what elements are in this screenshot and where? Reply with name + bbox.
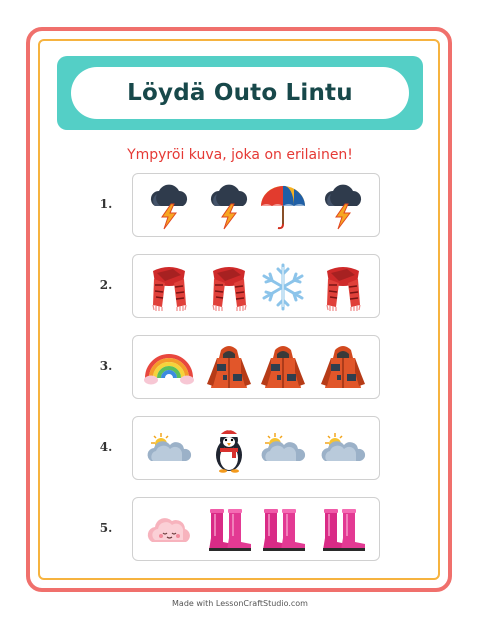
- title-pill: [71, 67, 409, 119]
- partly-cloudy-icon[interactable]: [257, 423, 309, 475]
- raincoat-icon[interactable]: [257, 342, 309, 394]
- puzzle-row-3: [132, 335, 380, 399]
- scarf-icon[interactable]: [203, 261, 255, 313]
- row-number: 3.: [99, 359, 113, 373]
- pink-cloud-icon[interactable]: [143, 504, 195, 556]
- rain-boots-icon[interactable]: [203, 504, 255, 556]
- row-number: 1.: [99, 197, 113, 211]
- instruction-text: Ympyröi kuva, joka on erilainen!: [127, 147, 353, 163]
- puzzle-row-4: [132, 416, 380, 480]
- storm-cloud-icon[interactable]: [317, 180, 369, 232]
- row-number: 4.: [99, 440, 113, 454]
- scarf-icon[interactable]: [143, 261, 195, 313]
- snowflake-icon[interactable]: [257, 261, 309, 313]
- rain-boots-icon[interactable]: [317, 504, 369, 556]
- raincoat-icon[interactable]: [203, 342, 255, 394]
- puzzle-row-2: [132, 254, 380, 318]
- raincoat-icon[interactable]: [317, 342, 369, 394]
- row-number: 2.: [99, 278, 113, 292]
- penguin-icon[interactable]: [203, 423, 255, 475]
- page-title: Löydä Outo Lintu: [127, 80, 353, 106]
- storm-cloud-icon[interactable]: [143, 180, 195, 232]
- footer-credit: Made with LessonCraftStudio.com: [172, 599, 308, 608]
- storm-cloud-icon[interactable]: [203, 180, 255, 232]
- rain-boots-icon[interactable]: [257, 504, 309, 556]
- rainbow-icon[interactable]: [143, 342, 195, 394]
- puzzle-row-1: [132, 173, 380, 237]
- scarf-icon[interactable]: [317, 261, 369, 313]
- partly-cloudy-icon[interactable]: [317, 423, 369, 475]
- row-number: 5.: [99, 521, 113, 535]
- partly-cloudy-icon[interactable]: [143, 423, 195, 475]
- umbrella-icon[interactable]: [257, 180, 309, 232]
- puzzle-row-5: [132, 497, 380, 561]
